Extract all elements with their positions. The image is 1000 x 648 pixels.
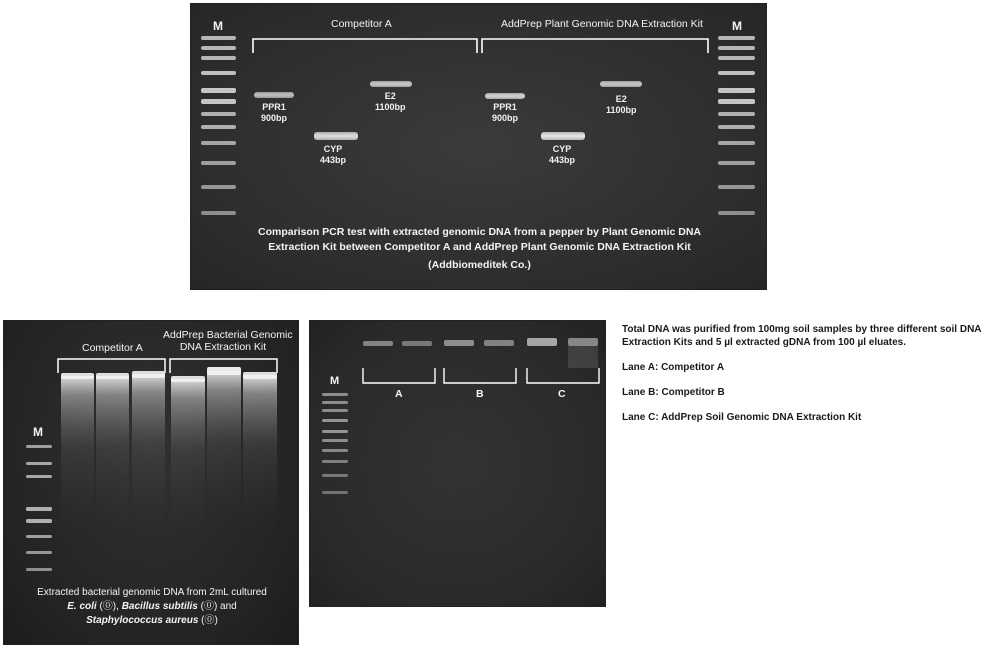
group-label-competitor-bl: Competitor A [82,342,143,354]
caption-line [12,614,292,628]
soil-gel-graphic [310,321,606,607]
notes-lane-b: Lane B: Competitor B [622,387,725,398]
lane-label-a: A [395,388,403,400]
soil-gel-image [309,320,606,607]
species-bacillus: Bacillus subtilis [121,601,198,612]
brackets-bl [58,359,277,373]
caption-sep: (⓪) and [197,601,237,612]
bacterial-gel-image [3,320,299,645]
lane-label-b: B [476,388,484,400]
brackets-bm [363,368,599,383]
notes-lane-a: Lane A: Competitor A [622,362,725,373]
marker-label-bm: M [330,375,340,387]
group-brackets [253,39,708,53]
marker-label-right: M [732,19,742,33]
caption-sep: (⓪), [96,601,122,612]
pcr-gel-image [190,3,767,290]
caption-line: Extracted bacterial genomic DNA from 2mL cultured [37,587,267,598]
caption-line: (Addbiomeditek Co.) [428,259,531,271]
band-label-ppr1-a: PPR1 900bp [261,102,288,123]
soil-wells [363,338,598,368]
group-label-addprep-bl [163,329,293,353]
notes-lane-c: Lane C: AddPrep Soil Genomic DNA Extraction Kit [622,412,862,423]
bacterial-gel-caption [12,586,292,628]
genomic-smears [61,367,277,539]
group-label-line: DNA Extraction Kit [179,341,267,353]
ladder-left [201,36,236,215]
notes-intro: Total DNA was purified from 100mg soil samples by three different soil DNA Extraction Kits and 5 µl extracted gDNA from 100 µl eluates. [622,324,982,348]
ladder-bm [322,393,348,494]
marker-label-bl: M [33,425,43,439]
group-label-addprep: AddPrep Plant Genomic DNA Extraction Kit [501,18,703,30]
soil-gel-notes [622,323,998,436]
caption-line [12,600,292,614]
band-label-ppr1-b: PPR1 900bp [492,102,519,123]
top-gel-caption [221,225,738,273]
band-label-e2-b: E2 1100bp [606,94,637,115]
species-ecoli: E. coli [67,601,97,612]
caption-line: Extraction Kit between Competitor A and AddPrep Plant Genomic DNA Extraction Kit [268,241,691,253]
band-label-cyp-a: CYP 443bp [320,144,347,165]
ladder-right [718,36,755,215]
caption-sep: (⓪) [198,615,218,626]
group-label-line: AddPrep Bacterial Genomic [163,329,293,341]
caption-line: Comparison PCR test with extracted genomic DNA from a pepper by Plant Genomic DNA [257,226,702,238]
marker-label-left: M [213,19,223,33]
band-label-e2-a: E2 1100bp [375,91,406,112]
band-label-cyp-b: CYP 443bp [549,144,576,165]
sample-bands [254,81,642,140]
ladder-bl [26,445,52,571]
species-staph: Staphylococcus aureus [86,615,199,626]
lane-label-c: C [558,388,566,400]
group-label-competitor: Competitor A [331,18,392,30]
